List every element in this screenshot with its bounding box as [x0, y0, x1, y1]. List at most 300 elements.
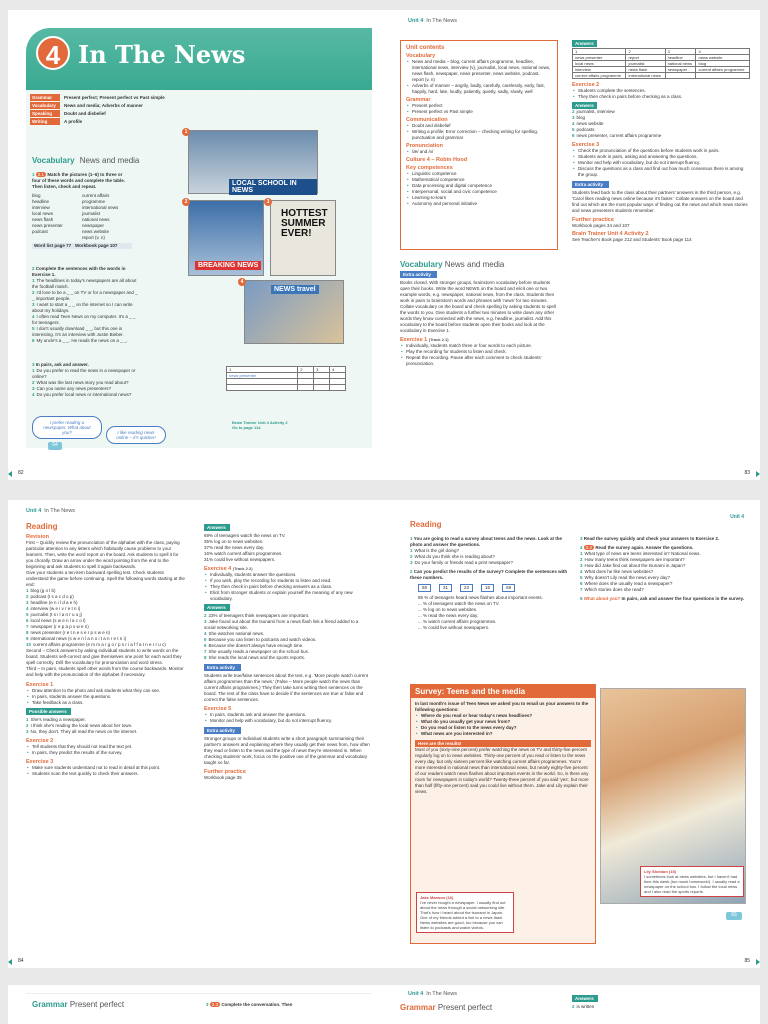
grammar-panel — [26, 993, 372, 1024]
question-text: Where does she usually read a newspaper? — [584, 581, 673, 586]
word-column — [82, 193, 132, 241]
revision-text: Third – In pairs, students spell other words from the course backwards. Monitor and help with the pronunciation of the alphabet if necessary. — [26, 666, 184, 677]
quote-author: Jake Manson (16) — [420, 895, 454, 900]
sentence: 4 I often read Teen News on my computer. It's a _ _ for teenagers. — [32, 314, 136, 325]
question-text: Which stories does she read? — [584, 587, 644, 592]
track-badge[interactable]: 2.3 — [211, 1002, 219, 1007]
question-text: Can you name any news presenters? — [36, 386, 112, 391]
grid-cell: national news — [665, 61, 696, 67]
answer-table — [226, 366, 346, 391]
spread-86-87 — [8, 985, 760, 1024]
word: local news — [32, 211, 54, 216]
contents-item: • Adverbs of manner – angrily, badly, carefully, carelessly, early, fast, happily, hard, late, loudly, patiently, quietly, sadly, slowly, well — [406, 83, 552, 95]
answer-line: 2 I think she's reading the local news about her town. — [26, 723, 133, 728]
grammar-subtitle: Present perfect — [69, 1000, 125, 1009]
answer-line: 3 No, they don't. They all read the news on the internet. — [26, 729, 138, 734]
answers-tag: Answers — [572, 995, 598, 1002]
prediction-line: ... % read the news every day. — [418, 613, 479, 618]
sentence: 5 I don't usually download _ _, but this one is interesting. It's an interview with Justin Bieber. — [32, 326, 124, 337]
answers-tag: Answers — [572, 102, 597, 109]
results-text: Most of you (sixty-nine percent) prefer watching the news on TV and thirty-five percent regularly log on to news websites. Thirty-one percent of you read or listen to the news every day, but only sixteen percent like watching current affairs programmes. You're more interested in national news than international news, but nearly eighty-five percent of our readers watch news flashes about important events in the world. So, is there any room for newspapers in today's world? Twenty-three percent of you said 'yes', but more than half (fifty-one percent) said you could live without them. Jake and Lily explain their views. — [415, 747, 589, 794]
photo-caption: NEWS travel — [271, 285, 319, 294]
vocab-heading — [32, 156, 139, 165]
word: international news — [82, 205, 119, 210]
extra-activity-tag: Extra activity — [204, 664, 241, 671]
exercise-number: 5 — [580, 596, 583, 601]
exercise-instruction: Complete the conversation. Then — [221, 1002, 293, 1007]
extra-activity-tag: Extra activity — [572, 181, 609, 188]
answer-text: blog — [576, 115, 586, 120]
grid-cell: report — [626, 55, 665, 61]
spelling-text: blog (g o l b) — [30, 588, 56, 593]
table-cell — [227, 385, 298, 391]
prev-page-arrow-icon[interactable] — [8, 959, 12, 965]
table-header: 4 — [330, 367, 346, 373]
unit-name: In The News — [426, 18, 458, 24]
grammar-heading — [400, 1003, 492, 1012]
grid-cell: blog — [696, 61, 750, 67]
answer-text: No, they don't. They all read the news on the internet. — [30, 729, 138, 734]
exercise-title: Exercise 4 — [204, 566, 232, 572]
question-text: What was the last news story you read about? — [36, 380, 129, 385]
unit-label: Unit 4 — [408, 991, 424, 997]
answer-line: 5 Because you can listen to podcasts and watch videos. — [204, 637, 317, 642]
quote-text: I sometimes look at news websites, but I haven't had time this week (too much homework!). I usually read a newspaper on the school bus. I follow the local news and I also read the sports reports. — [644, 874, 740, 894]
spelling-item: 2 podcast (t s a c d o p) — [26, 594, 74, 599]
spread-82-83 — [8, 10, 760, 480]
question: 5 Why doesn't Lily read the news every day? — [580, 575, 670, 580]
contents-item: • Learning-to-learn — [406, 195, 552, 201]
question-text: What is the girl doing? — [414, 548, 460, 553]
contents-item: • /æ/ and /ʌ/ — [406, 149, 552, 155]
answer-line: 6 news presenter, current affairs programme — [572, 133, 662, 138]
track-ref: (Track 2.2) — [232, 566, 253, 571]
picture-number: 4 — [238, 278, 246, 286]
answer-line: 1 She's reading a newspaper. — [26, 717, 86, 722]
further-practice-title: Further practice — [572, 217, 614, 223]
extra-activity-text: Students write true/false sentences about the text, e.g. 'More people watch current affairs programmes than the news.' (False – More people watch the news than current affairs programmes.) They then take turns writing their sentences on the board. The rest of the class have to decide if the sentences are true or false and correct the false sentences. — [204, 673, 368, 702]
teaching-step: • Tell students that they should not read the text yet. — [26, 744, 186, 750]
word-box — [32, 193, 132, 241]
word: news presenter — [32, 223, 63, 228]
exercise-title: What about you? — [583, 596, 621, 601]
table-header: 3 — [314, 367, 330, 373]
exercise-number: 1 — [32, 172, 35, 177]
grid-cell — [696, 73, 750, 79]
answers-tag: Answers — [204, 524, 230, 531]
prev-page-arrow-icon[interactable] — [8, 471, 12, 477]
section-title: Reading — [410, 520, 442, 529]
exercise-number: 2 — [410, 569, 413, 574]
overview-value: Present perfect; Present perfect vs Past simple — [64, 95, 165, 100]
spelling-text: news presenter (r e t n e s e r p s w e n) — [30, 630, 111, 635]
teaching-step: • If you wish, play the recording for students to listen and read. — [204, 578, 370, 584]
exercise-instruction: Match the pictures (1–6) to three or four of these words and complete the table. Then listen, check and repeat. — [32, 172, 126, 189]
revision-text: Second – Check answers by asking individual students to write words on the board. Students self-correct and give themselves one point for each word they spell correctly. Drill the vocabulary for pronunciation and word stress. — [26, 648, 182, 665]
page-85 — [390, 500, 760, 968]
word-column — [32, 193, 82, 241]
exercise-title: Exercise 3 — [572, 142, 600, 148]
grid-cell: local news — [573, 61, 626, 67]
unit-number: 4 — [36, 36, 70, 70]
answer-text: Because she doesn't always have enough time. — [208, 643, 304, 648]
sentence-text: I often read Teen News on my computer. It's a _ _ for teenagers. — [32, 314, 136, 325]
page-83 — [390, 10, 760, 480]
prediction-line: ... % watch current affairs programmes. — [418, 619, 497, 624]
spelling-text: newspaper (r e p a p s w e n) — [30, 624, 89, 629]
page-86 — [8, 985, 378, 1024]
contents-item: • Autonomy and personal initiative — [406, 201, 552, 207]
number-option: 31 — [439, 584, 452, 592]
teaching-step: • Make sure students understand not to read in detail at this point. — [26, 765, 186, 771]
contents-heading: Culture 4 – Robin Hood — [406, 157, 468, 163]
grid-cell: news flash — [626, 67, 665, 73]
spelling-item: 4 interview (w e i v r e t n i) — [26, 606, 81, 611]
brain-trainer-link[interactable]: Brain Trainer Unit 4 Activity 2 Go to page 114 — [232, 420, 288, 430]
question-text: Do your family or friends read a print newspaper? — [414, 560, 514, 565]
question: 1 What is the girl doing? — [410, 548, 460, 553]
unit-header — [26, 28, 372, 90]
revision-text: Give your students a ten-item backward spelling test. Check students understand the game before continuing. Spell the following words starting at the end: — [26, 570, 185, 587]
spelling-item: 9 international news (s w e n l a n o i t a n r e t n i) — [26, 636, 127, 641]
table-cell: news presenter — [227, 373, 298, 379]
workbook-link: Workbook page 107 — [74, 243, 118, 248]
word: current affairs programme — [82, 193, 110, 204]
contents-heading: Pronunciation — [406, 143, 443, 149]
answer-line: 3 Jake found out about the tsunami from a news flash link a friend added to a social networking site. — [204, 619, 359, 630]
spelling-item: 1 blog (g o l b) — [26, 588, 56, 593]
answer-text: She reads the local news and the sports reports. — [208, 655, 306, 660]
question-text: What does he like news websites? — [584, 569, 654, 574]
answer-line: 8 She reads the local news and the sports reports. — [204, 655, 306, 660]
contents-item: • Present perfect vs Past simple — [406, 109, 552, 115]
table-cell — [314, 385, 330, 391]
sentence: 3 I want to start a _ _ on the internet so I can write about my holidays. — [32, 302, 133, 313]
grid-cell: 2 — [626, 49, 665, 55]
unit-title: In The News — [78, 40, 246, 69]
question: 1 Do you prefer to read the news in a newspaper or online? — [32, 368, 136, 379]
reading-notes-right — [204, 522, 370, 781]
exercise-instruction: Complete the sentences with the words in Exercise 1. — [32, 266, 126, 277]
grammar-subtitle: Present perfect — [437, 1003, 493, 1012]
teaching-step: • Monitor and help with vocabulary, but do not interrupt fluency. — [572, 160, 750, 166]
reading-notes-left — [26, 522, 186, 777]
revision-title: Revision — [26, 534, 49, 540]
contents-title: Unit contents — [406, 45, 445, 51]
exercise-number: 3 — [206, 1002, 209, 1007]
vocab-title: Vocabulary — [400, 260, 443, 269]
number-option: 16 — [481, 584, 494, 592]
spelling-text: headline (e n i l d a e h) — [30, 600, 78, 605]
picture-number: 2 — [182, 198, 190, 206]
overview-key: Writing — [30, 118, 60, 125]
contents-item: • Linguistic competence — [406, 171, 552, 177]
grid-cell: 3 — [665, 49, 696, 55]
answer-text: Because you can listen to podcasts and watch videos. — [208, 637, 317, 642]
word: report (v, n) — [82, 235, 105, 240]
answer-text: She watches national news. — [208, 631, 265, 636]
answer-text: news presenter, current affairs programme — [576, 133, 662, 138]
answer-text: is written — [576, 1004, 595, 1009]
newspaper-headline: HOTTEST SUMMER EVER! — [281, 208, 328, 239]
sentence-text: I want to start a _ _ on the internet so I can write about my holidays. — [32, 302, 133, 313]
question: 4 What does he like news websites? — [580, 569, 654, 574]
extra-activity-text: Stronger groups or individual students write a short paragraph summarising their partner's answers and explaining where they usually get their news from, how often they read or listen to the news and the type of news they're interested in. When checking students' work, focus on the positive use of the grammar and vocabulary taught so far. — [204, 736, 370, 765]
photo-caption: LOCAL SCHOOL IN NEWS — [229, 179, 317, 195]
extra-activity-text: Books closed. With stronger groups, brainstorm vocabulary before students open their books. Write the word NEWS on the board and elicit one or two example words, e.g. newspaper, national news, from the class. Students then work in pairs to brainstorm words and phrases with 'news' for two minutes. Collate vocabulary on the board and check spelling by asking students to spell the words to you. Give students a further two minutes to write down any other words they know connected with the news, e.g. headline, journalist. Add this vocabulary to the board before students open their books and look at the vocabulary in Exercise 1. — [400, 280, 556, 333]
survey-question: • What news are you interested in? — [415, 731, 591, 737]
teaching-step: • Play the recording for students to listen and check. — [400, 349, 558, 355]
quote-author: Lily Sheldon (15) — [644, 869, 677, 874]
question: 2 What do you think she is reading about? — [410, 554, 495, 559]
word: podcast — [32, 229, 48, 234]
answer-line: 5 podcasts — [572, 127, 595, 132]
next-page-arrow-icon[interactable] — [756, 471, 760, 477]
overview-key: Speaking — [30, 110, 60, 117]
number-option: 69 — [418, 584, 431, 592]
brain-trainer-text: See Teacher's Book page 212 and Students' Book page 114 — [572, 237, 692, 242]
spelling-item: 10 current affairs programme (e m m a r g o r p s r i a f f a t n e r r u c) — [26, 642, 166, 647]
number-box — [418, 584, 570, 592]
exercise-number: 4 — [580, 545, 583, 550]
prediction-line: ... % could live without newspapers. — [418, 625, 490, 630]
contents-item: • News and media – blog, current affairs programme, headline, international news, interview (v), journalist, local news, national news, news flash, newspaper, news presenter, news website, podcast, report (v, n) — [406, 59, 552, 83]
exercise-1 — [32, 172, 132, 249]
spread-84-85 — [8, 500, 760, 968]
sentence-text: My uncle's a _ _. He reads the news on a _ _. — [36, 338, 128, 343]
exercise-title: Exercise 2 — [26, 738, 54, 744]
wordlist-ref — [32, 243, 132, 249]
exercise-number: 3 — [580, 536, 583, 541]
contents-item: • Writing a profile; Error correction – checking writing for spelling, punctuation and grammar — [406, 129, 552, 141]
vocab-subtitle: News and media — [444, 260, 505, 269]
page-82 — [8, 10, 378, 480]
next-page-arrow-icon[interactable] — [756, 959, 760, 965]
answers-tag: Answers — [572, 40, 597, 47]
question-text: How many teens think newspapers are important? — [584, 557, 685, 562]
spelling-text: current affairs programme (e m m a r g o r p s r i a f f a t n e r r u c) — [33, 642, 166, 647]
answer-text: podcasts — [576, 127, 595, 132]
exercise-title: Exercise 2 — [572, 82, 600, 88]
answer-text: Jake found out about the tsunami from a news flash link a friend added to a social networking site. — [204, 619, 359, 630]
sentence: 6 My uncle's a _ _. He reads the news on a _ _. — [32, 338, 128, 343]
photo-presenters — [188, 130, 318, 194]
answer-text: 23% of teenagers think newspapers are important. — [208, 613, 310, 618]
teaching-step: • Students complete the sentences. — [572, 88, 750, 94]
unit-name: In The News — [44, 508, 76, 514]
answer-text: 37% read the news every day. — [204, 545, 265, 550]
teaching-step: • Students scan the text quickly to check their answers. — [26, 771, 186, 777]
question: 3 How did Jake find out about the tsunami in Japan? — [580, 563, 686, 568]
answer-text: 31% could live without newspapers. — [204, 557, 276, 562]
exercise-2 — [32, 266, 140, 344]
contents-item: • Mathematical competence — [406, 177, 552, 183]
grid-cell — [665, 73, 696, 79]
question-text: Do you prefer to read the news in a newspaper or online? — [32, 368, 136, 379]
answer-text: 35% log on to news websites. — [204, 539, 264, 544]
answer-line: 2 is written — [572, 1004, 595, 1009]
contents-heading: Key competences — [406, 165, 453, 171]
brain-trainer-title: Brain Trainer Unit 4 Activity 2 — [572, 231, 649, 237]
spelling-text: interview (w e i v r e t n i) — [30, 606, 81, 611]
overview-key: Grammar — [30, 94, 60, 101]
extra-activity-tag: Extra activity — [204, 727, 241, 734]
word: interview — [32, 205, 50, 210]
exercise-title: Exercise 5 — [204, 706, 232, 712]
answer-text: I think she's reading the local news about her town. — [30, 723, 133, 728]
unit-contents-box — [400, 40, 558, 250]
contents-item: • Doubt and disbelief — [406, 123, 552, 129]
grid-cell: international news — [626, 73, 665, 79]
survey-intro: In last month's issue of Teen News we asked you to email us your answers to the following questions: — [415, 701, 589, 712]
exercise-title: Exercise 1 — [400, 337, 428, 343]
spelling-text: journalist (t s i l a n r u o j) — [30, 612, 83, 617]
question: 2 How many teens think newspapers are important? — [580, 557, 685, 562]
answer-line: 3 blog — [572, 115, 586, 120]
survey-question: • Where do you read or hear today's news headlines? — [415, 713, 591, 719]
spelling-item: 6 local news (s w e n l a c o l) — [26, 618, 86, 623]
prediction-line: 85 % of teenagers heard news flashes about important events. — [418, 595, 543, 600]
answers-grid — [572, 48, 750, 79]
sentence-text: I don't usually download _ _, but this one is interesting. It's an interview with Justin Bieber. — [32, 326, 124, 337]
page-number: 85 — [744, 958, 750, 964]
photo-breaking-news — [188, 200, 264, 276]
overview-value: Doubt and disbelief — [64, 111, 106, 116]
answers-tag: Answers — [204, 604, 230, 611]
picture-number: 3 — [264, 198, 272, 206]
further-practice-text: Workbook pages 34 and 107 — [572, 223, 630, 228]
word: headline — [32, 199, 50, 204]
grammar-title: Grammar — [32, 1000, 68, 1009]
answer-text: news website — [576, 121, 604, 126]
spelling-item: 5 journalist (t s i l a n r u o j) — [26, 612, 83, 617]
question: 2 What was the last news story you read about? — [32, 380, 129, 385]
teaching-step: • Monitor and help with vocabulary, but do not interrupt fluency. — [204, 718, 370, 724]
survey-title: Survey: Teens and the media — [411, 685, 595, 698]
question: 7 Which stories does she read? — [580, 587, 644, 592]
exercise-instruction: Can you predict the results of the survey? Complete the sentences with these numbers. — [410, 569, 568, 580]
grid-cell: interview — [573, 67, 626, 73]
teaching-step: • Repeat the recording. Pause after each comment to check students' pronunciation. — [400, 355, 558, 367]
sentence: 2 I'd love to be a _ _ on TV or for a newspaper and _ _ important people. — [32, 290, 138, 301]
page-number: 83 — [744, 470, 750, 476]
question: 4 Do you prefer local news or international news? — [32, 392, 132, 397]
overview-value: A profile — [64, 119, 83, 124]
answer-text: 69% of teenagers watch the news on TV. — [204, 533, 286, 538]
unit-name: In The News — [426, 991, 458, 997]
number-option: 23 — [460, 584, 473, 592]
teaching-step: • Draw attention to the photo and ask students what they can see. — [26, 688, 186, 694]
survey-question: • Do you read or listen to the news every day? — [415, 725, 591, 731]
track-badge[interactable]: 2.1 — [37, 172, 45, 177]
table-cell — [330, 385, 346, 391]
answer-line: 4 She watches national news. — [204, 631, 265, 636]
section-title: Reading — [26, 522, 58, 531]
teaching-step: • They then check in pairs before checking answers as a class. — [204, 584, 370, 590]
photo-newspaper — [270, 200, 336, 276]
speech-bubble: I prefer reading a newspaper. What about you? — [32, 416, 102, 439]
table-cell — [298, 385, 314, 391]
page-number: 82 — [18, 470, 24, 476]
word: news flash — [32, 217, 54, 222]
page-84 — [8, 500, 378, 968]
spelling-text: international news (s w e n l a n o i t a n r e t n i) — [30, 636, 127, 641]
extra-activity-tag: Extra activity — [400, 271, 437, 278]
word: blog — [32, 193, 41, 198]
extra-activity-text: Students feed back to the class about their partners' answers in the third person, e.g. 'Carol likes reading news online because it's faster.' Collate answers on the board and find out which are the most popular ways of finding out the news and which news stories and news presenters students remember. — [572, 190, 748, 213]
teaching-step: • Take feedback as a class. — [26, 700, 186, 706]
photo-website — [244, 280, 344, 344]
exercise-number: 2 — [32, 266, 35, 271]
page-badge: 65 — [726, 912, 742, 920]
teaching-step: • In pairs, they predict the results of the survey. — [26, 750, 186, 756]
grid-cell: news presenter — [573, 55, 626, 61]
question-text: Do you prefer local news or international news? — [36, 392, 132, 397]
teaching-step: • They then check in pairs before checking as a class. — [572, 94, 750, 100]
grid-cell: 1 — [573, 49, 626, 55]
teaching-step: • Individually, students match three or four words to each picture. — [400, 343, 558, 349]
lily-quote — [640, 866, 744, 897]
question-text: What do you think she is reading about? — [414, 554, 495, 559]
answer-line: 2 journalist, interview — [572, 109, 615, 114]
answer-text: journalist, interview — [576, 109, 615, 114]
exercise-instruction: In pairs, ask and answer. — [35, 362, 89, 367]
spelling-text: podcast (t s a c d o p) — [30, 594, 74, 599]
results-title: Here are the results! — [415, 740, 591, 747]
word: journalist — [82, 211, 101, 216]
track-badge[interactable]: 2.2 — [585, 545, 593, 550]
further-practice-text: Workbook page 35 — [204, 775, 242, 780]
overview-value: News and media; Adverbs of manner — [64, 103, 143, 108]
answer-text: She's reading a newspaper. — [30, 717, 86, 722]
prediction-line: ... % log on to news websites. — [418, 607, 478, 612]
exercises-left — [410, 536, 570, 631]
exercise-instruction: In pairs, ask and answer the four questions in the survey. — [621, 596, 744, 601]
question-text: What type of news are teens interested in? National news. — [584, 551, 701, 556]
grid-cell: journalist — [626, 61, 665, 67]
word: national news — [82, 217, 110, 222]
exercises-right — [580, 536, 744, 602]
grid-cell: current affairs programme — [696, 67, 750, 73]
answer-line: 7 She usually reads a newspaper on the school bus. — [204, 649, 310, 654]
survey-question: • What do you usually get your news from? — [415, 719, 591, 725]
grid-cell: 4 — [696, 49, 750, 55]
page-badge: 64 — [48, 442, 62, 450]
exercise-instruction: Read the survey again. Answer the questions. — [595, 545, 694, 550]
exercise-number: 1 — [410, 536, 413, 541]
contents-heading: Grammar — [406, 97, 431, 103]
unit-label: Unit 4 — [730, 514, 744, 520]
grid-cell: newspaper — [665, 67, 696, 73]
answer-line: 6 Because she doesn't always have enough time. — [204, 643, 304, 648]
revision-text: First – Quickly review the pronunciation of the alphabet with the class, paying particular attention to any letters which habitually cause problems to your learners. Then, write the word report on the board. Ask students to spell it for you chorally. Draw an arrow under the word pointing from the end to the beginning and ask students to spell it again backwards. — [26, 540, 180, 569]
wordlist-link: Word list page 77 — [34, 243, 72, 248]
track-ref: (Track 2.1) — [428, 337, 449, 342]
question-text: Why doesn't Lily read the news every day? — [584, 575, 670, 580]
contents-heading: Vocabulary — [406, 53, 436, 59]
unit-opener — [26, 28, 372, 448]
unit-label: Unit 4 — [408, 18, 424, 24]
spelling-text: local news (s w e n l a c o l) — [30, 618, 86, 623]
exercise-3 — [32, 362, 140, 398]
contents-item: • Present perfect — [406, 103, 552, 109]
question-text: How did Jake find out about the tsunami in Japan? — [584, 563, 686, 568]
jake-quote — [416, 892, 514, 933]
running-head — [408, 991, 457, 997]
sentence-text: I'd love to be a _ _ on TV or for a newspaper and _ _ important people. — [32, 290, 138, 301]
exercise-instruction: Read the survey quickly and check your answers to Exercise 2. — [583, 536, 720, 541]
question: 3 Do your family or friends read a print newspaper? — [410, 560, 514, 565]
